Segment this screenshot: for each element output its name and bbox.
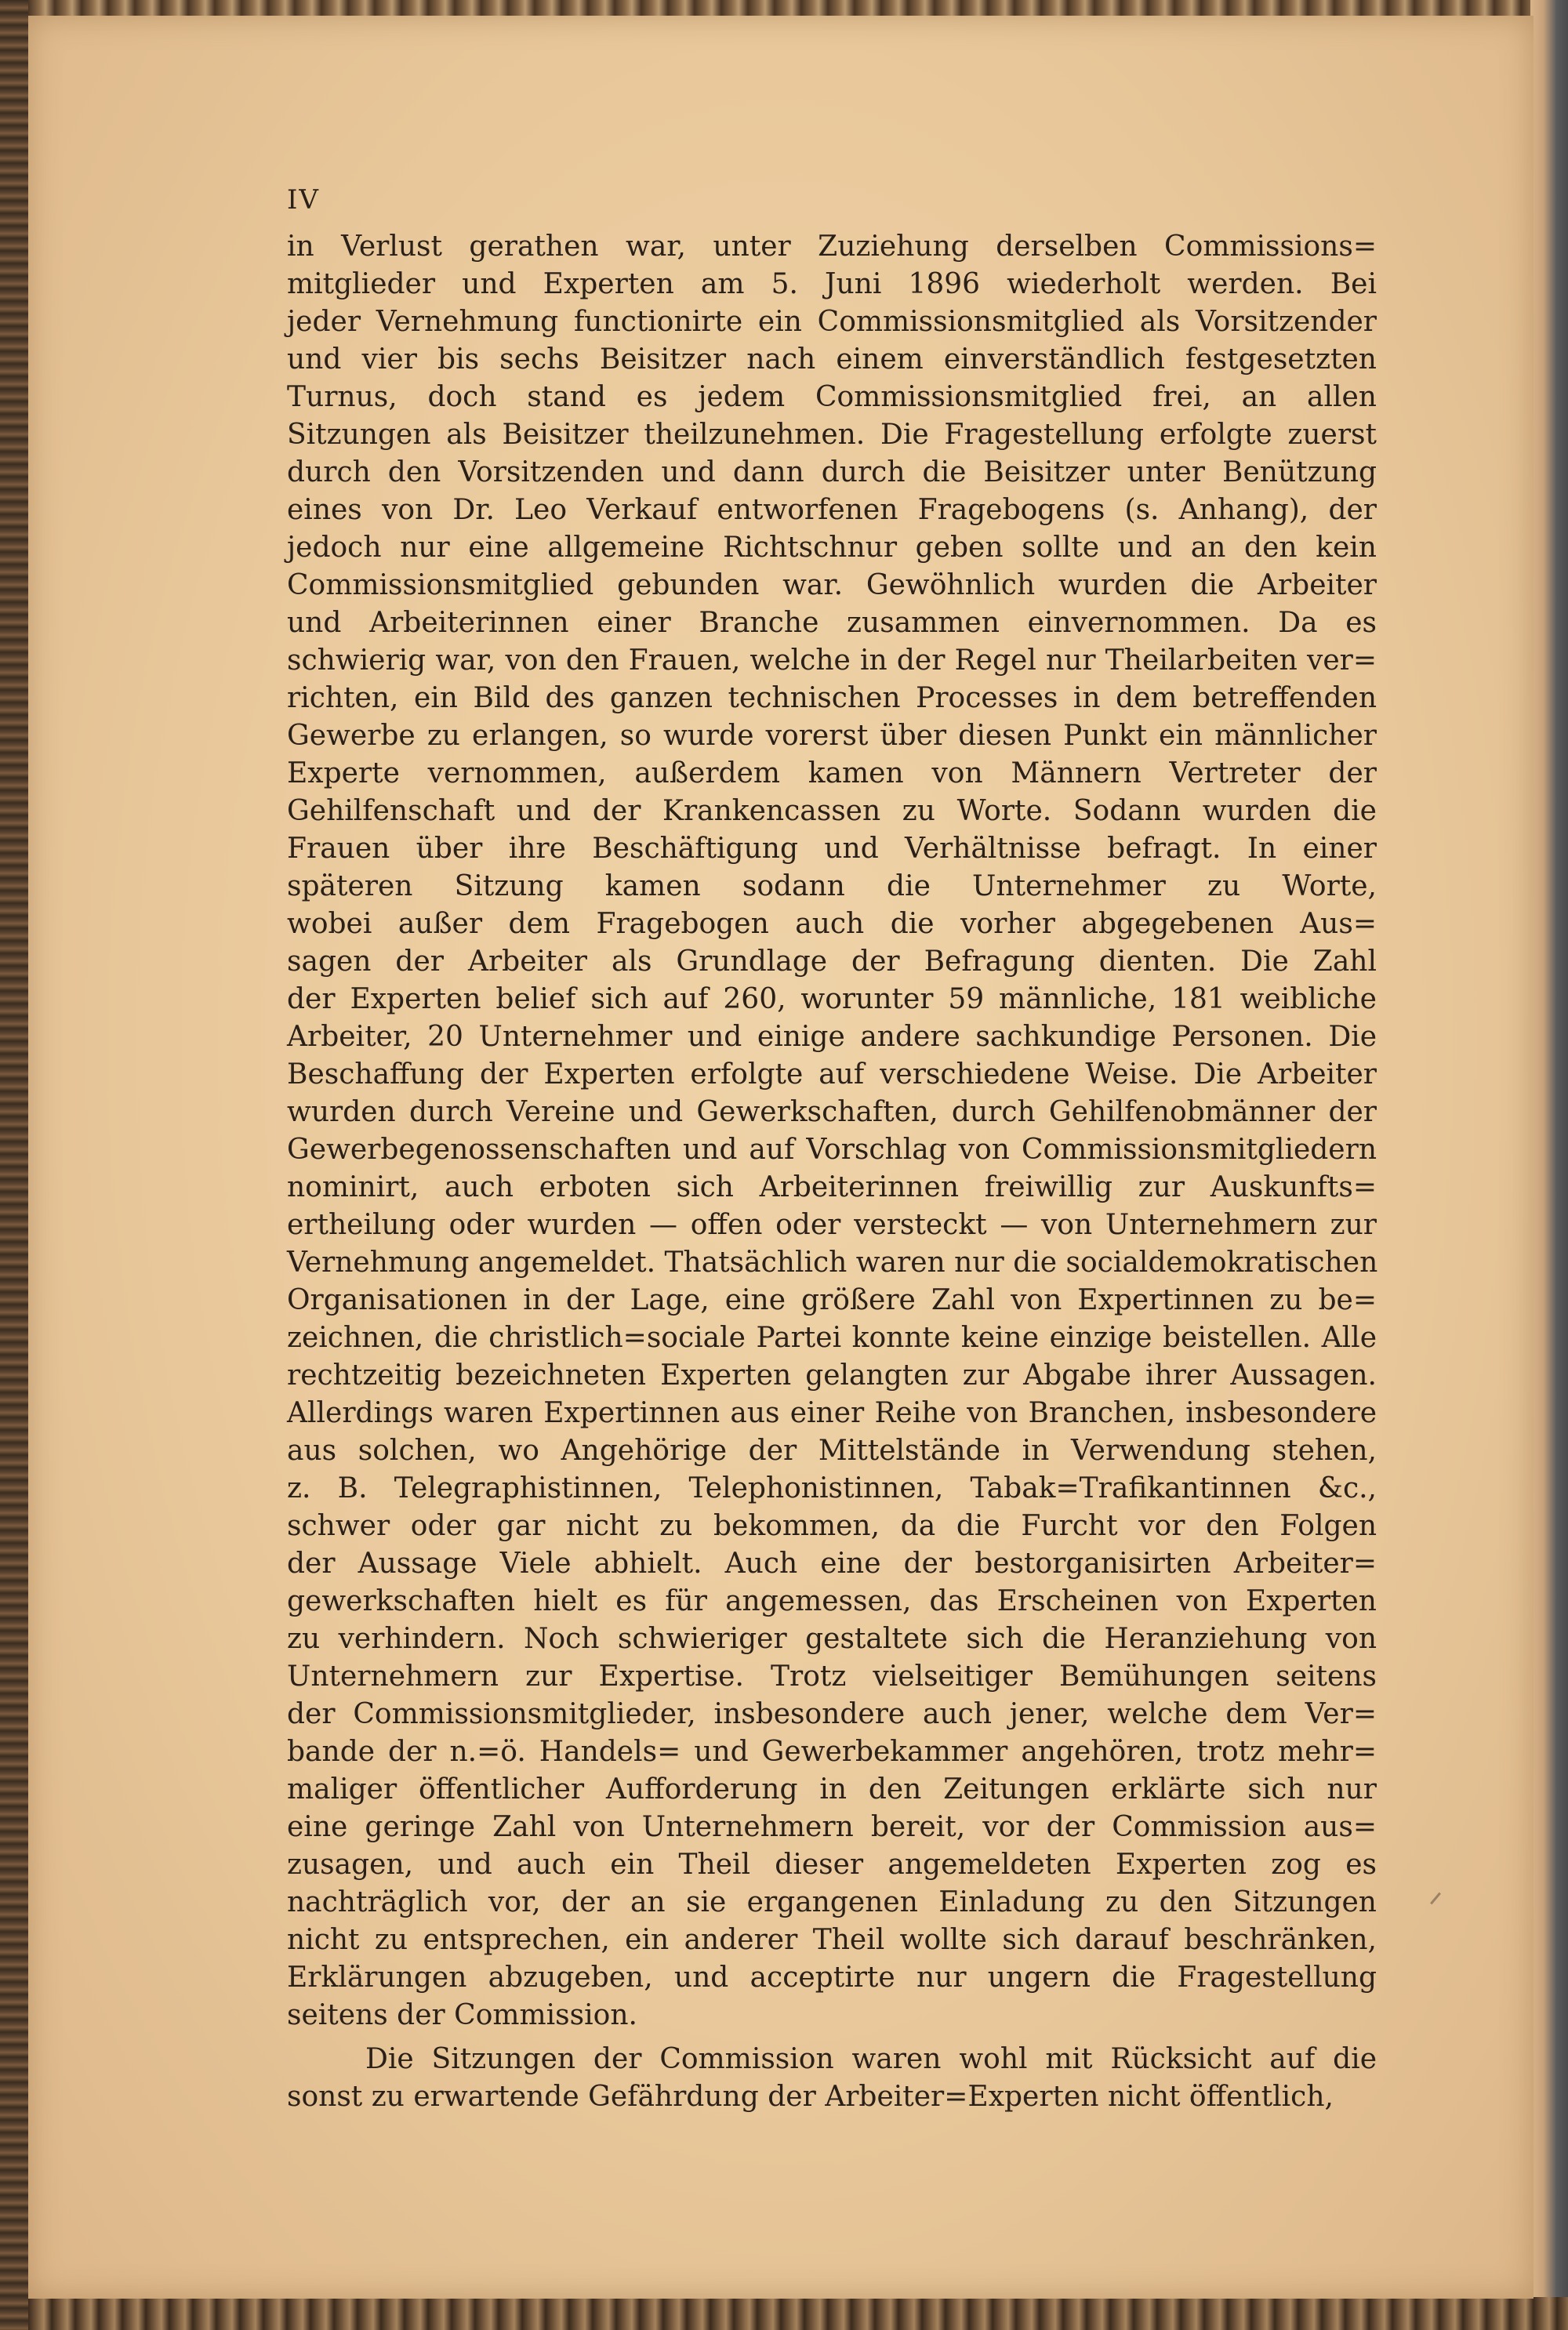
text-line: Commissionsmitglied gebunden war. Gewöhnlich wurden die Arbeiter — [287, 569, 1377, 601]
text-line: und vier bis sechs Beisitzer nach einem einverständlich festgesetzten — [287, 343, 1377, 376]
text-line: schwer oder gar nicht zu bekommen, da die Furcht vor den Folgen — [287, 1510, 1377, 1542]
text-line: nominirt, auch erboten sich Arbeiterinnen freiwillig zur Auskunfts= — [287, 1171, 1377, 1203]
text-line: späteren Sitzung kamen sodann die Unternehmer zu Worte, — [287, 870, 1377, 902]
text-line: in Verlust gerathen war, unter Zuziehung derselben Commissions= — [287, 230, 1377, 263]
page-body — [287, 184, 1377, 2116]
right-page-edge — [1530, 0, 1568, 2330]
text-line: zu verhindern. Noch schwieriger gestaltete sich die Heranziehung von — [287, 1623, 1377, 1655]
text-line: Frauen über ihre Beschäftigung und Verhältnisse befragt. In einer — [287, 833, 1377, 865]
text-line: nachträglich vor, der an sie ergangenen Einladung zu den Sitzungen — [287, 1886, 1377, 1918]
text-line: der Aussage Viele abhielt. Auch eine der bestorganisirten Arbeiter= — [287, 1548, 1377, 1580]
text-line: Sitzungen als Beisitzer theilzunehmen. Die Fragestellung erfolgte zuerst — [287, 419, 1377, 451]
text-line: Gehilfenschaft und der Krankencassen zu Worte. Sodann wurden die — [287, 795, 1377, 827]
text-line: wurden durch Vereine und Gewerkschaften, durch Gehilfenobmänner der — [287, 1096, 1377, 1128]
text-line: gewerkschaften hielt es für angemessen, das Erscheinen von Experten — [287, 1585, 1377, 1617]
text-line: jedoch nur eine allgemeine Richtschnur geben sollte und an den kein — [287, 532, 1377, 564]
text-line: Erklärungen abzugeben, und acceptirte nur ungern die Fragestellung — [287, 1962, 1377, 1994]
text-line: und Arbeiterinnen einer Branche zusammen einvernommen. Da es — [287, 607, 1377, 639]
bottom-page-edge — [28, 2297, 1568, 2330]
text-line: nicht zu entsprechen, ein anderer Theil wollte sich darauf beschränken, — [287, 1924, 1377, 1956]
book-page — [28, 16, 1534, 2299]
text-line: aus solchen, wo Angehörige der Mittelstände in Verwendung stehen, — [287, 1435, 1377, 1467]
paragraph-gap — [287, 2034, 1377, 2041]
text-line: seitens der Commission. — [287, 1999, 637, 2031]
text-line: wobei außer dem Fragebogen auch die vorher abgegebenen Aus= — [287, 908, 1377, 940]
paragraph — [287, 228, 1377, 2034]
text-line: eines von Dr. Leo Verkauf entworfenen Fragebogens (s. Anhang), der — [287, 494, 1377, 526]
text-line: ertheilung oder wurden — offen oder versteckt — von Unternehmern zur — [287, 1209, 1377, 1241]
text-line: Experte vernommen, außerdem kamen von Männern Vertreter der — [287, 757, 1377, 789]
text-line: Gewerbegenossenschaften und auf Vorschlag von Commissionsmitgliedern — [287, 1134, 1377, 1166]
text-line: der Experten belief sich auf 260, worunter 59 männliche, 181 weibliche — [287, 983, 1377, 1015]
text-line: Organisationen in der Lage, eine größere Zahl von Expertinnen zu be= — [287, 1284, 1377, 1316]
text-line: mitglieder und Experten am 5. Juni 1896 wiederholt werden. Bei — [287, 268, 1377, 300]
pencil-mark — [1430, 1893, 1441, 1905]
text-line: Vernehmung angemeldet. Thatsächlich waren nur die socialdemokratischen — [287, 1247, 1378, 1279]
text-line: maliger öffentlicher Aufforderung in den Zeitungen erklärte sich nur — [287, 1773, 1377, 1806]
page-number: IV — [287, 184, 320, 216]
paragraph — [287, 2041, 1377, 2116]
text-line: schwierig war, von den Frauen, welche in der Regel nur Theilarbeiten ver= — [287, 644, 1377, 677]
text-line: sonst zu erwartende Gefährdung der Arbeiter=Experten nicht öffentlich, — [287, 2081, 1334, 2113]
book-binding-edge — [0, 0, 28, 2330]
text-line: zusagen, und auch ein Theil dieser angemeldeten Experten zog es — [287, 1849, 1377, 1881]
text-line: jeder Vernehmung functionirte ein Commissionsmitglied als Vorsitzender — [287, 306, 1377, 338]
text-line: richten, ein Bild des ganzen technischen Processes in dem betreffenden — [287, 682, 1377, 714]
text-line: Allerdings waren Expertinnen aus einer Reihe von Branchen, insbesondere — [287, 1397, 1377, 1429]
text-line: z. B. Telegraphistinnen, Telephonistinnen, Tabak=Trafikantinnen &c., — [287, 1472, 1377, 1504]
text-line: durch den Vorsitzenden und dann durch die Beisitzer unter Benützung — [287, 456, 1377, 488]
text-line: rechtzeitig bezeichneten Experten gelangten zur Abgabe ihrer Aussagen. — [287, 1359, 1377, 1392]
text-line: der Commissionsmitglieder, insbesondere auch jener, welche dem Ver= — [287, 1698, 1377, 1730]
text-line: Unternehmern zur Expertise. Trotz vielseitiger Bemühungen seitens — [287, 1660, 1377, 1693]
text-line: bande der n.=ö. Handels= und Gewerbekammer angehören, trotz mehr= — [287, 1736, 1377, 1768]
text-line: zeichnen, die christlich=sociale Partei konnte keine einzige beistellen. Alle — [287, 1322, 1377, 1354]
text-line: eine geringe Zahl von Unternehmern bereit, vor der Commission aus= — [287, 1811, 1377, 1843]
text-line: Arbeiter, 20 Unternehmer und einige andere sachkundige Personen. Die — [287, 1021, 1377, 1053]
text-line: Die Sitzungen der Commission waren wohl mit Rücksicht auf die — [365, 2043, 1377, 2075]
text-line: sagen der Arbeiter als Grundlage der Befragung dienten. Die Zahl — [287, 945, 1377, 978]
text-line: Turnus, doch stand es jedem Commissionsmitglied frei, an allen — [287, 381, 1377, 413]
text-line: Beschaffung der Experten erfolgte auf verschiedene Weise. Die Arbeiter — [287, 1058, 1377, 1091]
text-line: Gewerbe zu erlangen, so wurde vorerst über diesen Punkt ein männlicher — [287, 720, 1377, 752]
